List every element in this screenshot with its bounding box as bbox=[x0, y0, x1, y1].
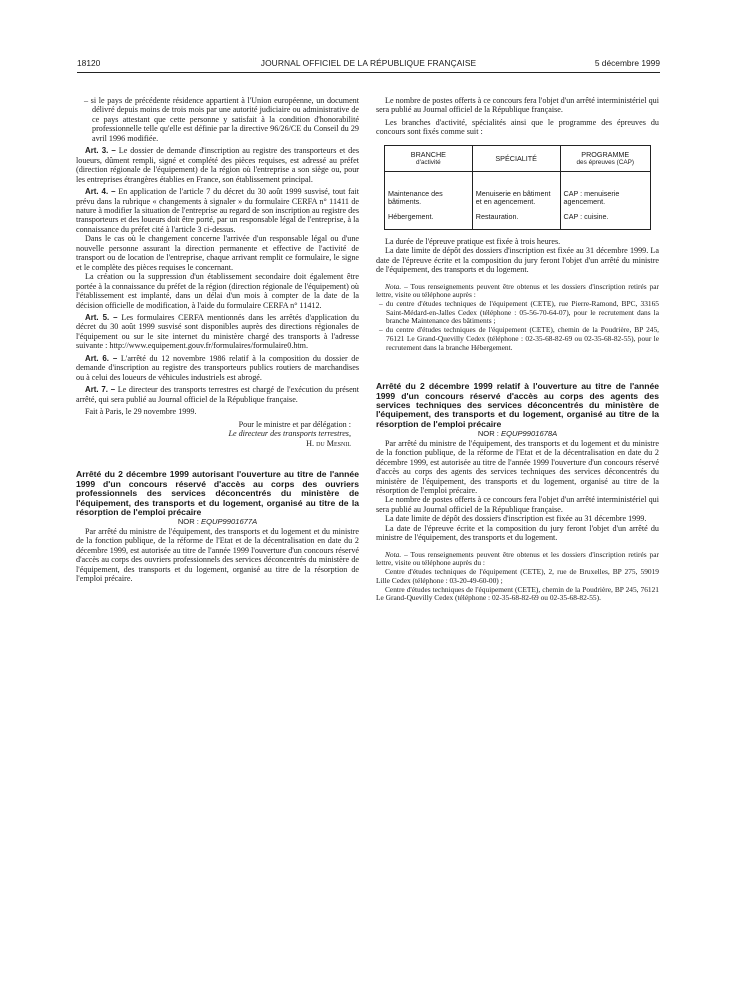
nor-label: NOR : bbox=[177, 517, 202, 527]
header-label: PROGRAMME bbox=[581, 149, 630, 159]
article-label: Art. 3. – bbox=[85, 146, 116, 156]
signature-place-date: Fait à Paris, le 29 novembre 1999. bbox=[85, 407, 197, 417]
paragraph: La date limite de dépôt des dossiers d'inscription est fixée au 31 décembre 1999. La date de l'épreuve écrite et la composition du jury feront l'objet d'un arrêté du ministre de l'équipement, des transports et du logement. bbox=[376, 246, 659, 275]
article-3 bbox=[76, 146, 359, 184]
header-rule bbox=[77, 72, 660, 73]
paragraph bbox=[376, 96, 659, 115]
header-label: BRANCHE bbox=[410, 149, 446, 159]
table-cell: CAP : cuisine. bbox=[560, 209, 650, 230]
article-text: Le directeur des transports terrestres est chargé de l'exécution du présent arrêté, qui sera publié au Journal officiel de la République française. bbox=[76, 385, 359, 404]
article-6 bbox=[76, 354, 359, 382]
article-4 bbox=[76, 187, 359, 234]
article-text: En application de l'article 7 du décret du 30 août 1999 susvisé, tout fait prévu dans la rubrique « changements à signaler » du formulaire CERFA n° 11411 de nature à modifier la situation de l'entreprise au regard de son inscription au registre des transporteurs et des loueurs doit être porté, par un responsable légal de l'entreprise, à la connaissance du préfet cité à l'article 3 ci-dessus. bbox=[76, 187, 359, 234]
article-label: Art. 7. – bbox=[85, 385, 116, 395]
nor-label: NOR : bbox=[477, 429, 502, 439]
left-column bbox=[76, 96, 359, 583]
nota-item: – du centre d'études techniques de l'équipement (CETE), chemin de la Poudrière, BP 245, 76121 Le Grand-Quevilly Cedex (téléphone : 02-35-68-82-69 ou 02-35-68-82-55), pour le recrutement dans la branche Hébergement. bbox=[379, 325, 659, 352]
decree-heading: Arrêté du 2 décembre 1999 relatif à l'ouverture au titre de l'année 1999 d'un concours réservé d'accès au corps des agents des services techniques des services déconcentrés du ministère de l'équipement, des transports et du logement, organisé au titre de la résorption de l'emploi précaire bbox=[376, 381, 659, 429]
signature-block bbox=[76, 420, 359, 449]
paragraph: Par arrêté du ministre de l'équipement, des transports et du logement et du ministre de la fonction publique, de la réforme de l'Etat et de la décentralisation en date du 2 décembre 1999, est autorisée au titre de l'année 1999 l'ouverture d'un concours réservé d'accès au corps des agents des services techniques des services déconcentrés du ministère de l'équipement, des transports et du logement, organisé au titre de la résorption de l'emploi précaire. bbox=[376, 438, 659, 496]
nor-reference bbox=[376, 429, 659, 438]
nor-reference bbox=[76, 517, 359, 526]
decree-heading: Arrêté du 2 décembre 1999 autorisant l'ouverture au titre de l'année 1999 d'un concours réservé d'accès au corps des ouvriers professionnels des services déconcentrés du ministère de l'équipement, des transports et du logement, organisé au titre de la résorption de l'emploi précaire bbox=[76, 469, 359, 517]
paragraph: Dans le cas où le changement concerne l'arrivée d'un responsable légal ou d'une nouvelle personne assurant la direction permanente et effective de l'activité de transport ou de location de l'entreprise, chaque arrivant remplit ce formulaire, le signe et le complète des pièces requises le concernant. bbox=[76, 234, 359, 272]
paragraph: La création ou la suppression d'un établissement secondaire doit également être portée à la connaissance du préfet de la région (direction régionale de l'équipement) où l'établissement est implanté, dans un délai d'un mois à compter de la date de la décision officielle de modification, à l'aide du formulaire CERFA n° 11412. bbox=[76, 272, 359, 310]
table-header-row bbox=[385, 145, 651, 171]
table-cell: CAP : menuiserie agencement. bbox=[560, 172, 650, 209]
signatory-name: H. du Mesnil bbox=[306, 438, 351, 448]
table-row bbox=[385, 172, 651, 209]
article-5 bbox=[76, 313, 359, 351]
paragraph: La durée de l'épreuve pratique est fixée à trois heures. bbox=[385, 236, 561, 246]
nota-label: Nota. bbox=[385, 281, 402, 291]
right-column bbox=[376, 96, 659, 603]
table-header bbox=[560, 145, 650, 171]
paragraph: Le nombre de postes offerts à ce concours fera l'objet d'un arrêté interministériel qui sera publié au Journal officiel de la République française. bbox=[376, 495, 659, 514]
nota-block bbox=[376, 283, 659, 300]
header-sublabel: d'activité bbox=[416, 159, 441, 167]
article-label: Art. 6. – bbox=[85, 353, 118, 363]
table-row bbox=[385, 209, 651, 230]
nor-code: EQUP9901678A bbox=[501, 429, 558, 439]
running-head bbox=[77, 58, 660, 72]
article-text: Les formulaires CERFA mentionnés dans les arrêtés d'application du décret du 30 août 1999 susvisé sont disponibles auprès des directions régionales de l'équipement ou sur le site internet du ministère chargé des transports à l'adresse suivante : http://www.equipement.gouv.fr/formulaires/formulaire0.htm. bbox=[76, 312, 359, 351]
article-label: Art. 5. – bbox=[85, 312, 118, 322]
article-text: Le dossier de demande d'inscription au registre des transporteurs et des loueurs, dûment rempli, signé et complété des pièces requises, est adressé au préfet (direction régionale de l'équipement) de la région où l'entreprise a son siège ou, pour les entreprises étrangères établies en France, son établissement principal. bbox=[76, 146, 359, 184]
page-number: 18120 bbox=[77, 58, 101, 68]
table-header bbox=[385, 145, 473, 171]
nor-code: EQUP9901677A bbox=[201, 517, 258, 527]
dash-paragraph: – si le pays de précédente résidence appartient à l'Union européenne, un document délivré depuis moins de trois mois par une autorité judiciaire ou administrative de ce pays attestant que cette personne y satisfait à la condition d'honorabilité professionnelle telle qu'elle est définie par la directive 96/26/CE du Conseil du 29 avril 1996 modifiée. bbox=[84, 96, 359, 143]
table-cell: Hébergement. bbox=[385, 209, 473, 230]
nota-paragraph: Centre d'études techniques de l'équipement (CETE), chemin de la Poudrière, BP 245, 76121 Le Grand-Quevilly Cedex (téléphone : 02-35-68-82-69 ou 02-35-68-82-55). bbox=[376, 584, 659, 603]
paragraph-text: Le nombre de postes offerts à ce concours fera l'objet d'un arrêté interministériel qui sera publié au Journal officiel de la République française. bbox=[376, 96, 659, 115]
header-sublabel: des épreuves (CAP) bbox=[576, 159, 635, 167]
nota-item: – du centre d'études techniques de l'équipement (CETE), rue Pierre-Ramond, BPC, 33165 Saint-Médard-en-Jalles Cedex (téléphone : 05-56-70-64-07), pour le recrutement dans la branche Maintenance des bâtiments ; bbox=[379, 299, 659, 326]
paragraph: Les branches d'activité, spécialités ainsi que le programme des épreuves du concours sont fixés comme suit : bbox=[376, 117, 659, 137]
nota-block bbox=[376, 551, 659, 568]
nota-label: Nota. bbox=[385, 549, 402, 559]
header-label: SPÉCIALITÉ bbox=[495, 153, 537, 163]
nota-text: – Tous renseignements peuvent être obtenus et les dossiers d'inscription retirés par lettre, visite ou téléphone auprès : bbox=[376, 281, 659, 300]
nota-text: – Tous renseignements peuvent être obtenus et les dossiers d'inscription retirés par lettre, visite ou téléphone auprès du : bbox=[376, 549, 659, 568]
issue-date: 5 décembre 1999 bbox=[594, 58, 660, 68]
paragraph: La date de l'épreuve écrite et la composition du jury feront l'objet d'un arrêté du ministre de l'équipement, des transports et du logement. bbox=[376, 523, 659, 543]
table-cell: Restauration. bbox=[472, 209, 560, 230]
table-header bbox=[472, 145, 560, 171]
signatory-role: Le directeur des transports terrestres, bbox=[228, 429, 351, 439]
paragraph: Par arrêté du ministre de l'équipement, des transports et du logement et du ministre de la fonction publique, de la réforme de l'Etat et de la décentralisation en date du 2 décembre 1999, est autorisée au titre de l'année 1999 l'ouverture d'un concours réservé d'accès au corps des ouvriers professionnels des services déconcentrés du ministère de l'équipement, des transports et du logement, organisé au titre de la résorption de l'emploi précaire. bbox=[76, 526, 359, 584]
article-label: Art. 4. – bbox=[85, 187, 116, 197]
table-cell: Maintenance des bâtiments. bbox=[385, 172, 473, 209]
paragraph: La date limite de dépôt des dossiers d'inscription est fixée au 31 décembre 1999. bbox=[385, 514, 647, 524]
table-cell: Menuiserie en bâtiment et en agencement. bbox=[472, 172, 560, 209]
branches-table bbox=[384, 145, 651, 230]
article-text: L'arrêté du 12 novembre 1986 relatif à la composition du dossier de demande d'inscription au registre des transporteurs publics routiers de marchandises ou à celui des loueurs de véhicules industriels est abrogé. bbox=[76, 353, 359, 382]
signature-line: Pour le ministre et par délégation : bbox=[238, 419, 351, 429]
article-7 bbox=[76, 385, 359, 404]
nota-paragraph: Centre d'études techniques de l'équipement (CETE), 2, rue de Bruxelles, BP 275, 59019 Lille Cedex (téléphone : 03-20-49-60-00) ; bbox=[376, 567, 659, 585]
journal-title: JOURNAL OFFICIEL DE LA RÉPUBLIQUE FRANÇAISE bbox=[260, 58, 477, 68]
